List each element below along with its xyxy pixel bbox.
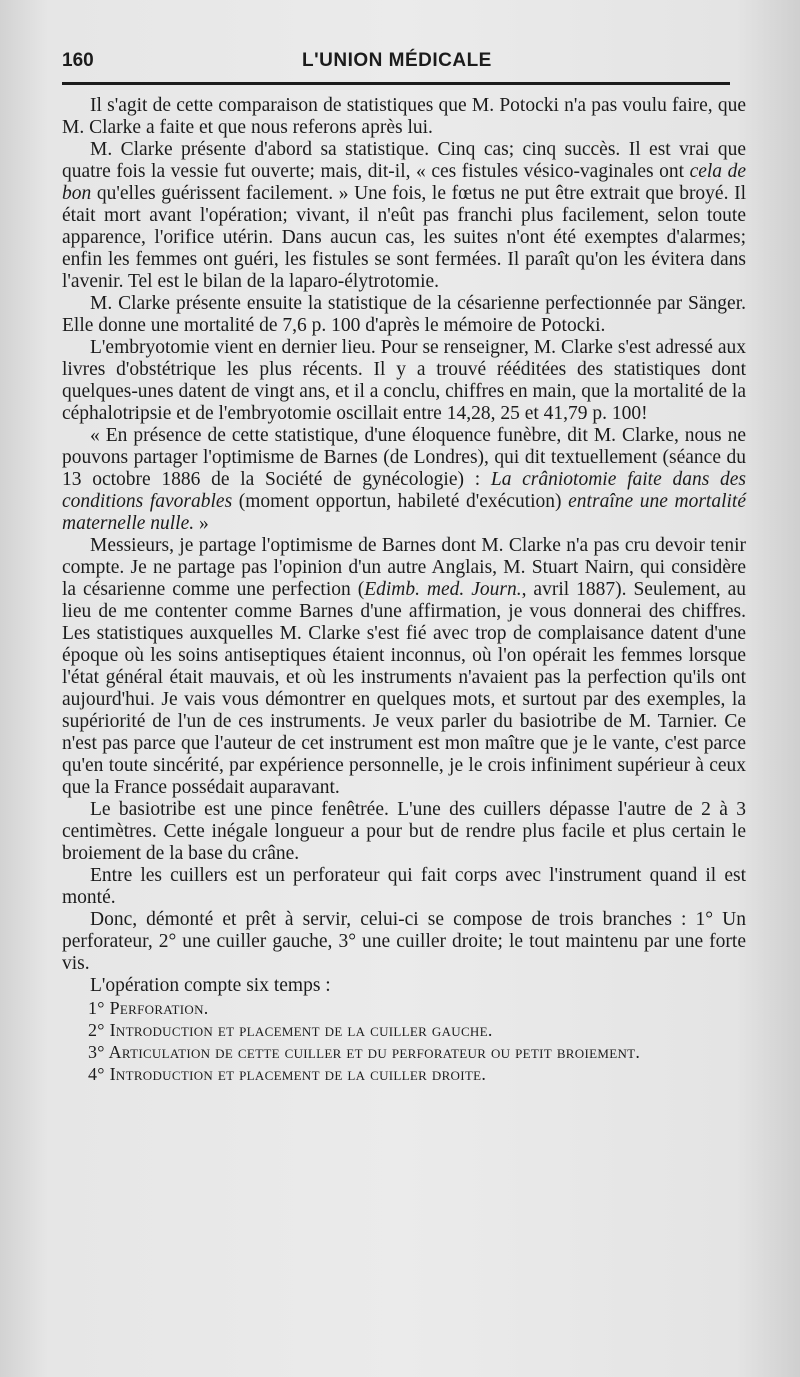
italic-phrase: entraîne une mortalité maternelle nulle. — [62, 491, 746, 534]
paragraph: Entre les cuillers est un perforateur qui fait corps avec l'instrument quand il est monté. — [62, 865, 746, 908]
italic-phrase: Edimb. med. Journ. — [364, 579, 522, 600]
italic-phrase: cela de bon — [62, 161, 746, 204]
header-rule — [62, 82, 730, 85]
paragraph: Donc, démonté et prêt à servir, celui-ci se compose de trois branches : 1° Un perforateur, 2° une cuiller gauche, 3° une cuiller droite; le tout maintenu par une forte vis. — [62, 909, 746, 974]
running-title: L'UNION MÉDICALE — [302, 50, 492, 71]
paragraph: L'embryotomie vient en dernier lieu. Pour se renseigner, M. Clarke s'est adressé aux livres d'obstétrique les plus récents. Il y a trouvé rééditées des statistiques dont quelques-unes datent de vingt ans, et il a conclu, chiffres en main, que la mortalité de la céphalotripsie et de l'embryotomie oscillait entre 14,28, 25 et 41,79 p. 100! — [62, 337, 746, 424]
paragraph: M. Clarke présente d'abord sa statistique. Cinq cas; cinq succès. Il est vrai que quatre fois la vessie fut ouverte; mais, dit-il, « ces fistules vésico-vaginales ont cela de bon qu'elles guérissent facilement. » Une fois, le fœtus ne put être extrait que broyé. Il était mort avant l'opération; vivant, il n'eût pas franchi plus facilement, selon toute apparence, l'orifice utérin. Dans aucun cas, les suites n'ont été exemptes d'alarmes; enfin les femmes ont guéri, les fistules se sont fermées. Il paraît qu'on les évitera dans l'avenir. Tel est le bilan de la laparo-élytrotomie. — [62, 139, 746, 292]
paragraph: Il s'agit de cette comparaison de statistiques que M. Potocki n'a pas voulu faire, que M. Clarke a faite et que nous referons après lui. — [62, 95, 746, 138]
paragraph: Messieurs, je partage l'optimisme de Barnes dont M. Clarke n'a pas cru devoir tenir compte. Je ne partage pas l'opinion d'un autre Anglais, M. Stuart Nairn, qui considère la césarienne comme une perfection (Edimb. med. Journ., avril 1887). Seulement, au lieu de me contenter comme Barnes d'une affirmation, je vous donnerai des chiffres. Les statistiques auxquelles M. Clarke s'est fié avec trop de complaisance datent d'une époque où les soins antiseptiques étaient inconnus, où l'on opérait les femmes lorsque l'état général était mauvais, et où les instruments n'avaient pas la perfection qu'ils ont aujourd'hui. Je vais vous démontrer en quelques mots, et surtout par des exemples, la supériorité de l'un de ces instruments. Je veux parler du basiotribe de M. Tarnier. Ce n'est pas parce que l'auteur de cet instrument est mon maître que je le vante, c'est parce qu'en toute sincérité, par expérience personnelle, je le crois infiniment supérieur à ceux que la France possédait auparavant. — [62, 535, 746, 798]
page-number: 160 — [62, 50, 94, 71]
step-item: 1° Perforation. — [88, 998, 209, 1018]
step-item: 3° Articulation de cette cuiller et du perforateur ou petit broiement. — [88, 1042, 641, 1062]
paragraph: Le basiotribe est une pince fenêtrée. L'une des cuillers dépasse l'autre de 2 à 3 centimètres. Cette inégale longueur a pour but de rendre plus facile et plus certain le broiement de la base du crâne. — [62, 799, 746, 864]
page-header — [62, 46, 730, 76]
article-body — [62, 95, 746, 1085]
paragraph: L'opération compte six temps : — [90, 975, 331, 996]
italic-phrase: La crâniotomie faite dans des conditions favorables — [62, 469, 746, 512]
step-item: 4° Introduction et placement de la cuiller droite. — [88, 1064, 487, 1084]
step-item: 2° Introduction et placement de la cuiller gauche. — [88, 1020, 493, 1040]
paragraph: M. Clarke présente ensuite la statistique de la césarienne perfectionnée par Sänger. Elle donne une mortalité de 7,6 p. 100 d'après le mémoire de Potocki. — [62, 293, 746, 336]
paragraph: « En présence de cette statistique, d'une éloquence funèbre, dit M. Clarke, nous ne pouvons partager l'optimisme de Barnes (de Londres), qui dit textuellement (séance du 13 octobre 1886 de la Société de gynécologie) : La crâniotomie faite dans des conditions favorables (moment opportun, habileté d'exécution) entraîne une mortalité maternelle nulle. » — [62, 425, 746, 534]
